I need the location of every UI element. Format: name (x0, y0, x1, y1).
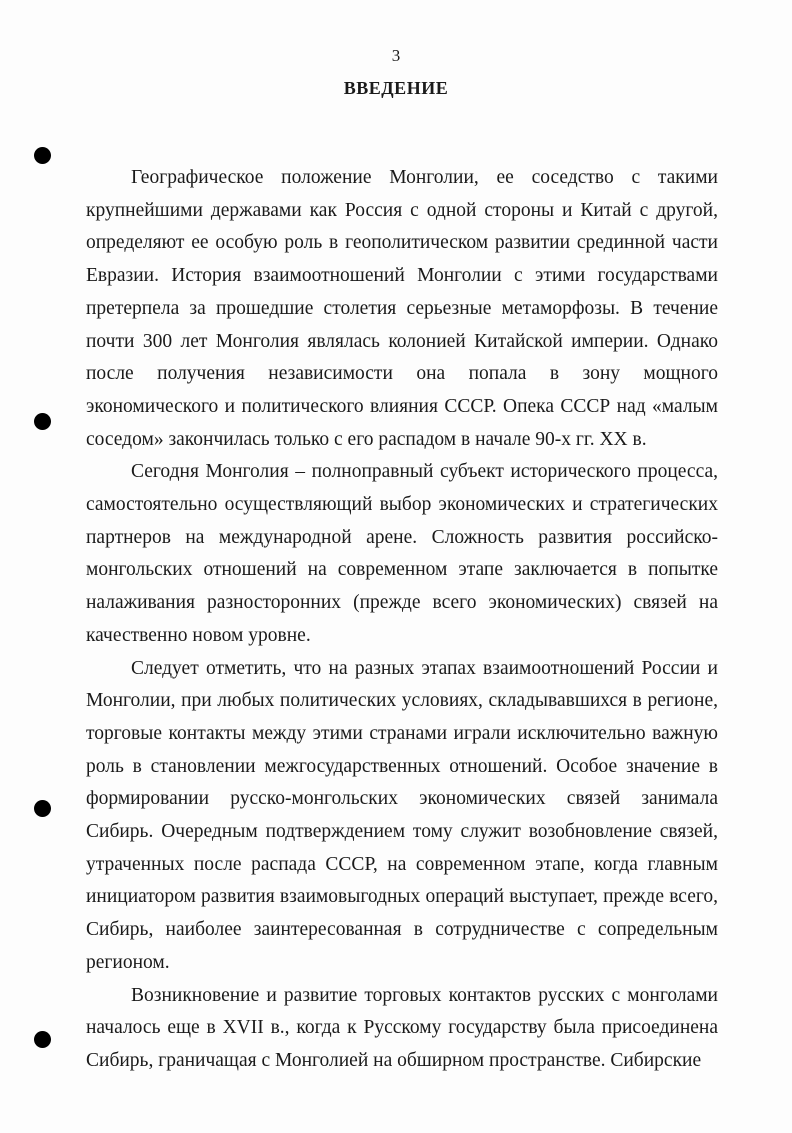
punch-hole-mark (34, 800, 51, 817)
paragraph-1: Географическое положение Монголии, ее соседство с такими крупнейшими державами как Россия с одной стороны и Китай с другой, определяют ее особую роль в геополитическом развитии срединной части Евразии. История взаимоотношений Монголии с этими государствами претерпела за прошедшие столетия серьезные метаморфозы. В течение почти 300 лет Монголия являлась колонией Китайской империи. Однако после получения независимости она попала в зону мощного экономического и политического влияния СССР. Опека СССР над «малым соседом» закончилась только с его распадом в начале 90-х гг. XX в. (86, 167, 718, 450)
page-title: ВВЕДЕНИЕ (343, 78, 449, 98)
paragraph-3: Следует отметить, что на разных этапах взаимоотношений России и Монголии, при любых политических условиях, складывавшихся в регионе, торговые контакты между этими странами играли исключительно важную роль в становлении межгосударственных отношений. Особое значение в формировании русско-монгольских экономических связей занимала Сибирь. Очередным подтверждением тому служит возобновление связей, утраченных после распада СССР, на современном этапе, когда главным инициатором развития взаимовыгодных операций выступает, прежде всего, Сибирь, наиболее заинтересованная в сотрудничестве с сопредельным регионом. (86, 657, 718, 973)
page-number: 3 (391, 46, 401, 65)
paragraph-2: Сегодня Монголия – полноправный субъект исторического процесса, самостоятельно осуществляющий выбор экономических и стратегических партнеров на международной арене. Сложность развития российско-монгольских отношений на современном этапе заключается в попытке налаживания разносторонних (прежде всего экономических) связей на качественно новом уровне. (86, 461, 718, 646)
punch-hole-mark (34, 1031, 51, 1048)
punch-hole-mark (34, 413, 51, 430)
body-text (86, 162, 718, 1078)
punch-hole-mark (34, 147, 51, 164)
paragraph-4: Возникновение и развитие торговых контактов русских с монголами началось еще в XVII в., когда к Русскому государству была присоединена Сибирь, граничащая с Монголией на обширном пространстве. Сибирские (86, 984, 718, 1071)
